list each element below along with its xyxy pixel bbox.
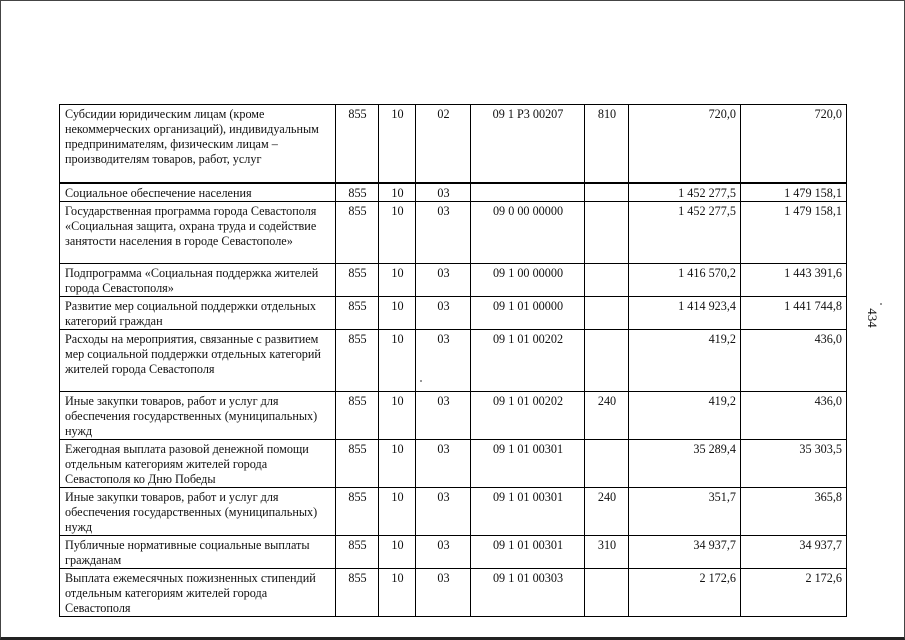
row-sum-2025: 1 479 158,1: [741, 201, 847, 263]
row-rz: 10: [379, 568, 416, 616]
row-name: Иные закупки товаров, работ и услуг для обеспечения государственных (муниципальных) нужд: [60, 391, 336, 439]
row-sum-2024: 1 414 923,4: [629, 296, 741, 329]
row-ved: 855: [336, 201, 379, 263]
row-rz: 10: [379, 183, 416, 202]
row-name: Ежегодная выплата разовой денежной помощи отдельным категориям жителей города Севастополя ко Дню Победы: [60, 439, 336, 487]
row-sum-2024: 419,2: [629, 391, 741, 439]
row-csr: 09 1 01 00202: [471, 329, 585, 391]
table-row: [60, 535, 847, 568]
table-row: [60, 296, 847, 329]
row-csr: 09 1 P3 00207: [471, 105, 585, 183]
row-rz: 10: [379, 329, 416, 391]
row-csr: 09 1 01 00303: [471, 568, 585, 616]
row-vr: [585, 263, 629, 296]
row-rz: 10: [379, 105, 416, 183]
row-vr: 310: [585, 535, 629, 568]
row-rz: 10: [379, 391, 416, 439]
row-pr: 03: [416, 329, 471, 391]
row-ved: 855: [336, 535, 379, 568]
row-csr: 09 1 01 00301: [471, 487, 585, 535]
row-csr: 09 1 01 00000: [471, 296, 585, 329]
row-pr: 03: [416, 535, 471, 568]
row-sum-2025: 365,8: [741, 487, 847, 535]
row-sum-2024: 1 452 277,5: [629, 183, 741, 202]
table-body: [60, 105, 847, 617]
row-vr: [585, 296, 629, 329]
table-row: [60, 263, 847, 296]
row-ved: 855: [336, 296, 379, 329]
row-sum-2025: 2 172,6: [741, 568, 847, 616]
row-name: Социальное обеспечение населения: [60, 183, 336, 202]
row-ved: 855: [336, 105, 379, 183]
row-pr: 03: [416, 296, 471, 329]
row-sum-2025: 35 303,5: [741, 439, 847, 487]
table-row: [60, 568, 847, 616]
row-pr: 03: [416, 487, 471, 535]
row-pr: 03: [416, 183, 471, 202]
row-name: Развитие мер социальной поддержки отдельных категорий граждан: [60, 296, 336, 329]
row-csr: 09 1 00 00000: [471, 263, 585, 296]
row-ved: 855: [336, 391, 379, 439]
row-vr: [585, 439, 629, 487]
row-csr: 09 1 01 00301: [471, 439, 585, 487]
row-sum-2025: 720,0: [741, 105, 847, 183]
table-row: [60, 105, 847, 183]
scan-speck: [420, 380, 422, 382]
scan-speck: [880, 303, 882, 305]
row-vr: [585, 183, 629, 202]
row-pr: 03: [416, 568, 471, 616]
row-pr: 02: [416, 105, 471, 183]
row-sum-2024: 1 416 570,2: [629, 263, 741, 296]
row-sum-2025: 436,0: [741, 391, 847, 439]
row-sum-2025: 436,0: [741, 329, 847, 391]
row-ved: 855: [336, 487, 379, 535]
row-sum-2024: 2 172,6: [629, 568, 741, 616]
row-rz: 10: [379, 296, 416, 329]
table-row: [60, 439, 847, 487]
table-row: [60, 487, 847, 535]
row-sum-2024: 720,0: [629, 105, 741, 183]
row-rz: 10: [379, 439, 416, 487]
row-name: Государственная программа города Севастополя «Социальная защита, охрана труда и содействие занятости населения в городе Севастополе»: [60, 201, 336, 263]
row-sum-2024: 34 937,7: [629, 535, 741, 568]
row-sum-2024: 35 289,4: [629, 439, 741, 487]
row-sum-2024: 351,7: [629, 487, 741, 535]
row-pr: 03: [416, 201, 471, 263]
row-name: Подпрограмма «Социальная поддержка жителей города Севастополя»: [60, 263, 336, 296]
row-name: Субсидии юридическим лицам (кроме некоммерческих организаций), индивидуальным предпринимателям, физическим лицам – производителям товаров, работ, услуг: [60, 105, 336, 183]
row-sum-2025: 1 479 158,1: [741, 183, 847, 202]
row-rz: 10: [379, 263, 416, 296]
row-vr: [585, 568, 629, 616]
page-number: 434: [864, 308, 880, 328]
row-pr: 03: [416, 391, 471, 439]
row-pr: 03: [416, 263, 471, 296]
table-row: [60, 201, 847, 263]
row-ved: 855: [336, 183, 379, 202]
table-row: [60, 329, 847, 391]
row-name: Публичные нормативные социальные выплаты гражданам: [60, 535, 336, 568]
row-csr: 09 0 00 00000: [471, 201, 585, 263]
row-vr: 810: [585, 105, 629, 183]
row-ved: 855: [336, 439, 379, 487]
row-name: Иные закупки товаров, работ и услуг для обеспечения государственных (муниципальных) нужд: [60, 487, 336, 535]
row-sum-2024: 419,2: [629, 329, 741, 391]
table-row: [60, 391, 847, 439]
row-rz: 10: [379, 487, 416, 535]
table-row: [60, 183, 847, 202]
row-ved: 855: [336, 568, 379, 616]
row-vr: [585, 201, 629, 263]
row-sum-2024: 1 452 277,5: [629, 201, 741, 263]
row-csr: 09 1 01 00301: [471, 535, 585, 568]
row-sum-2025: 34 937,7: [741, 535, 847, 568]
row-csr: [471, 183, 585, 202]
budget-table: [59, 104, 847, 617]
row-vr: 240: [585, 487, 629, 535]
row-vr: 240: [585, 391, 629, 439]
row-sum-2025: 1 441 744,8: [741, 296, 847, 329]
row-ved: 855: [336, 263, 379, 296]
row-pr: 03: [416, 439, 471, 487]
row-name: Расходы на мероприятия, связанные с развитием мер социальной поддержки отдельных категорий жителей города Севастополя: [60, 329, 336, 391]
row-rz: 10: [379, 201, 416, 263]
row-vr: [585, 329, 629, 391]
row-name: Выплата ежемесячных пожизненных стипендий отдельным категориям жителей города Севастополя: [60, 568, 336, 616]
row-ved: 855: [336, 329, 379, 391]
row-csr: 09 1 01 00202: [471, 391, 585, 439]
row-sum-2025: 1 443 391,6: [741, 263, 847, 296]
row-rz: 10: [379, 535, 416, 568]
